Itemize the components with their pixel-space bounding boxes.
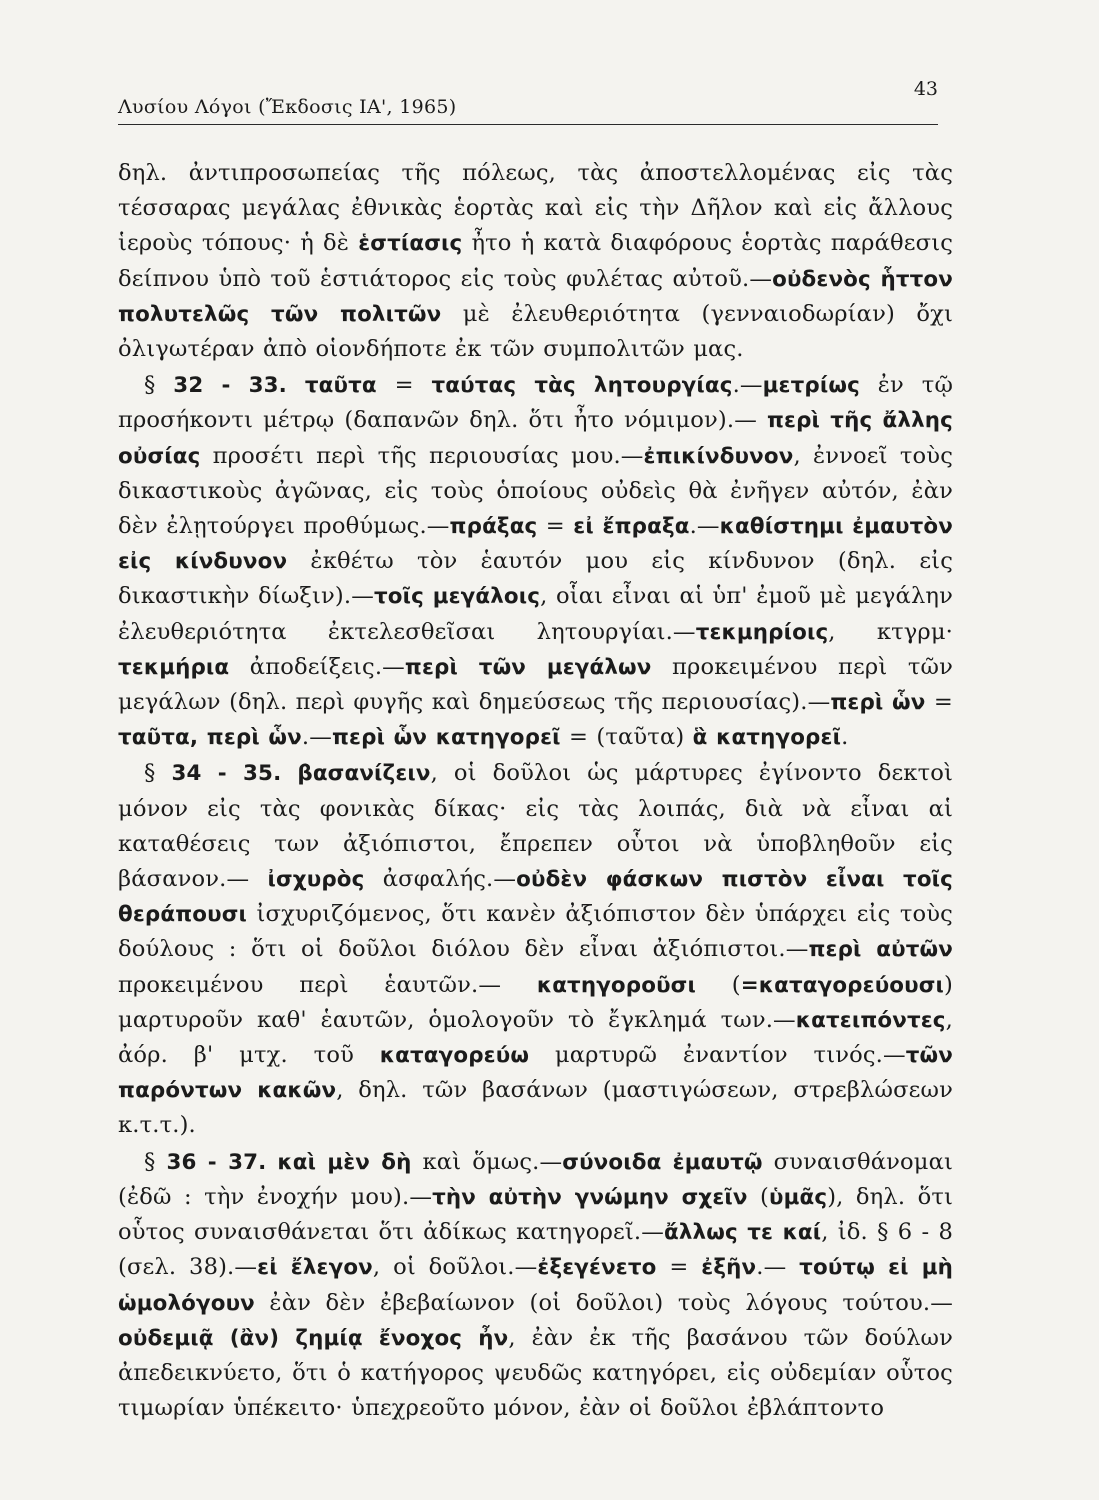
gloss-text: , οἱ δοῦλοι ὡς μάρτυρες ἐγίνοντο δεκτοὶ μόνον εἰς τὰς φονικὰς δίκας· εἰς τὰς λοιπάς, διὰ νὰ εἶναι αἱ καταθέσεις των ἀξιόπιστοι, ἔπρεπεν οὗτοι νὰ ὑποβληθοῦν εἰς βάσανον.— — [118, 760, 953, 893]
lemma-bold: τούτῳ εἰ μὴ ὡμολόγουν — [118, 1255, 953, 1316]
gloss-text: μαρτυρῶ ἐναντίον τινός.— — [529, 1042, 906, 1069]
lemma-bold: τὴν αὐτὴν γνώμην σχεῖν — [432, 1184, 748, 1210]
gloss-text: .— — [301, 724, 332, 751]
lemma-bold: ταῦτα, περὶ ὧν — [118, 725, 302, 751]
lemma-bold: οὐδεμιᾷ (ἂν) ζημίᾳ ἔνοχος ἦν — [118, 1325, 509, 1351]
commentary-paragraph — [118, 368, 953, 755]
lemma-bold: τεκμηρίοις — [695, 619, 829, 645]
lemma-bold: ἑστίασις — [358, 231, 463, 257]
gloss-text: , ἐὰν ἐκ τῆς βασάνου τῶν δούλων ἀπεδεικνύετο, ὅτι ὁ κατήγορος ψευδῶς κατηγόρει, εἰς οὐδεμίαν οὗτος τιμωρίαν ὑπέκειτο· ὑπεχρεοῦτο μόνον, ἐὰν οἱ δοῦλοι ἐβλάπτοντο — [118, 1324, 954, 1422]
lemma-bold: οὐδενὸς ἧττον πολυτελῶς τῶν πολιτῶν — [118, 266, 953, 327]
gloss-text: , κτγρμ· — [828, 618, 953, 645]
gloss-text — [287, 372, 305, 398]
gloss-text: § — [144, 760, 172, 787]
gloss-text: § — [144, 372, 174, 399]
lemma-bold: =καταγορεύουσι — [740, 972, 945, 998]
gloss-text: = — [925, 689, 954, 716]
lemma-bold: σύνοιδα ἐμαυτῷ — [562, 1149, 763, 1175]
gloss-text: . — [841, 724, 849, 751]
gloss-text: = — [537, 513, 574, 540]
lemma-bold: περὶ τῆς ἄλλης οὐσίας — [118, 408, 953, 469]
gloss-text: μὲ ἐλευθεριότητα (γενναιοδωρίαν) ὄχι ὀλιγωτέραν ἀπὸ οἱονδήποτε ἐκ τῶν συμπολιτῶν μας. — [118, 300, 953, 363]
lemma-bold: τῶν παρόντων κακῶν — [118, 1043, 953, 1104]
lemma-bold: ἐξεγένετο — [537, 1255, 657, 1281]
header-title: Λυσίου Λόγοι (Ἔκδοσις ΙΑ', 1965) — [118, 96, 457, 118]
section-number: 32 - 33. — [173, 373, 287, 399]
lemma-bold: κατηγοροῦσι — [536, 972, 696, 998]
lemma-bold: περὶ ὧν κατηγορεῖ — [331, 725, 561, 751]
lemma-bold: βασανίζειν — [297, 761, 431, 787]
commentary-paragraph — [118, 756, 953, 1143]
gloss-text: , ἰδ. § 6 - 8 (σελ. 38).— — [118, 1219, 953, 1281]
lemma-bold: περὶ αὐτῶν — [808, 937, 954, 963]
gloss-text: , οἷαι εἶναι αἱ ὑπ' ἐμοῦ μὲ μεγάλην ἐλευθεριότητα ἐκτελεσθεῖσαι λητουργίαι.— — [118, 583, 953, 645]
lemma-bold: ἰσχυρὸς — [267, 867, 365, 893]
lemma-bold: εἰ ἔπραξα — [573, 514, 690, 540]
lemma-bold: τεκμήρια — [118, 654, 230, 680]
gloss-text: ἐν τῷ προσήκοντι μέτρῳ (δαπανῶν δηλ. ὅτι ἦτο νόμιμον).— — [118, 372, 954, 434]
lemma-bold: καὶ μὲν δὴ — [277, 1149, 412, 1175]
gloss-text: συναισθάνομαι (ἐδῶ : τὴν ἐνοχήν μου).— — [118, 1148, 953, 1210]
commentary-body — [118, 156, 953, 1426]
gloss-text: ἀποδείξεις.— — [229, 653, 405, 680]
gloss-text: § — [144, 1148, 167, 1175]
gloss-text: , οἱ δοῦλοι.— — [372, 1254, 538, 1281]
gloss-text: ( — [695, 971, 741, 998]
gloss-text: ἐκθέτω τὸν ἑαυτόν μου εἰς κίνδυνον (δηλ. εἰς δικαστικὴν δίωξιν).— — [118, 548, 953, 610]
page-number: 43 — [913, 78, 938, 100]
section-number: 36 - 37. — [166, 1149, 267, 1175]
lemma-bold: καταγορεύω — [379, 1043, 530, 1069]
gloss-text: ), δηλ. ὅτι οὗτος συναισθάνεται ὅτι ἀδίκως κατηγορεῖ.— — [118, 1183, 953, 1246]
lemma-bold: καθίστημι ἐμαυτὸν εἰς κίνδυνον — [118, 514, 953, 575]
lemma-bold: μετρίως — [762, 373, 860, 399]
lemma-bold: εἰ ἔλεγον — [257, 1255, 373, 1281]
lemma-bold: πράξας — [449, 514, 538, 540]
gloss-text: ἐὰν δὲν ἐβεβαίωνον (οἱ δοῦλοι) τοὺς λόγους τούτου.— — [254, 1289, 953, 1316]
gloss-text: .— — [756, 1254, 800, 1281]
lemma-bold: τοῖς μεγάλοις — [373, 584, 541, 610]
gloss-text — [281, 760, 297, 786]
lemma-bold: ἄλλως τε καί — [663, 1220, 822, 1246]
gloss-text: .— — [689, 513, 720, 540]
gloss-text: ἰσχυριζόμενος, ὅτι κανὲν ἀξιόπιστον δὲν ὑπάρχει εἰς τοὺς δούλους : ὅτι οἱ δοῦλοι διόλου δὲν εἶναι ἀξιόπιστοι.— — [118, 901, 953, 963]
lemma-bold: οὐδὲν φάσκων πιστὸν εἶναι τοῖς θεράπουσι — [118, 867, 953, 928]
gloss-text: καὶ ὅμως.— — [411, 1148, 563, 1175]
lemma-bold: ὑμᾶς — [769, 1184, 828, 1210]
gloss-text: .— — [732, 372, 763, 399]
gloss-text: , ἀόρ. β' μτχ. τοῦ — [118, 1006, 953, 1069]
gloss-text — [266, 1149, 277, 1175]
gloss-text: δηλ. ἀντιπροσωπείας τῆς πόλεως, τὰς ἀποστελλομένας εἰς τὰς τέσσαρας μεγάλας ἐθνικὰς ἑορτὰς καὶ εἰς τὴν Δῆλον καὶ εἰς ἄλλους ἱεροὺς τόπους· ἡ δὲ — [118, 160, 953, 257]
gloss-text: προκειμένου περὶ τῶν μεγάλων (δηλ. περὶ φυγῆς καὶ δημεύσεως τῆς περιουσίας).— — [118, 653, 953, 716]
gloss-text: = — [656, 1254, 702, 1281]
commentary-paragraph — [118, 156, 953, 367]
lemma-bold: περὶ τῶν μεγάλων — [404, 654, 652, 680]
gloss-text: ἦτο ἡ κατὰ διαφόρους ἑορτὰς παράθεσις δείπνου ὑπὸ τοῦ ἑστιάτορος εἰς τοὺς φυλέτας αὐτοῦ.— — [118, 230, 954, 292]
section-number: 34 - 35. — [171, 761, 282, 787]
lemma-bold: κατειπόντες — [795, 1007, 946, 1033]
gloss-text: ( — [747, 1183, 770, 1210]
lemma-bold: ἐπικίνδυνον — [643, 443, 794, 469]
lemma-bold: ταύτας τὰς λητουργίας — [431, 373, 733, 399]
gloss-text: , ἐννοεῖ τοὺς δικαστικοὺς ἀγῶνας, εἰς τοὺς ὁποίους οὐδεὶς θὰ ἐνῆγεν αὐτόν, ἐὰν δὲν ἐλῃτούργει προθύμως.— — [118, 442, 953, 540]
lemma-bold: ἃ κατηγορεῖ — [692, 725, 842, 751]
gloss-text: ἀσφαλής.— — [364, 866, 517, 893]
running-header — [118, 78, 938, 125]
gloss-text: προκειμένου περὶ ἑαυτῶν.— — [118, 971, 537, 998]
gloss-text: ) μαρτυροῦν καθ' ἑαυτῶν, ὁμολογοῦν τὸ ἔγκλημά των.— — [118, 971, 953, 1033]
gloss-text: = (ταῦτα) — [560, 724, 693, 751]
gloss-text: προσέτι περὶ τῆς περιουσίας μου.— — [200, 442, 644, 469]
lemma-bold: ἐξῆν — [701, 1255, 757, 1281]
lemma-bold: περὶ ὧν — [830, 690, 926, 716]
commentary-paragraph — [118, 1145, 953, 1427]
gloss-text: = — [376, 372, 432, 399]
lemma-bold: ταῦτα — [304, 373, 377, 399]
gloss-text: , δηλ. τῶν βασάνων (μαστιγώσεων, στρεβλώσεων κ.τ.τ.). — [118, 1077, 953, 1139]
